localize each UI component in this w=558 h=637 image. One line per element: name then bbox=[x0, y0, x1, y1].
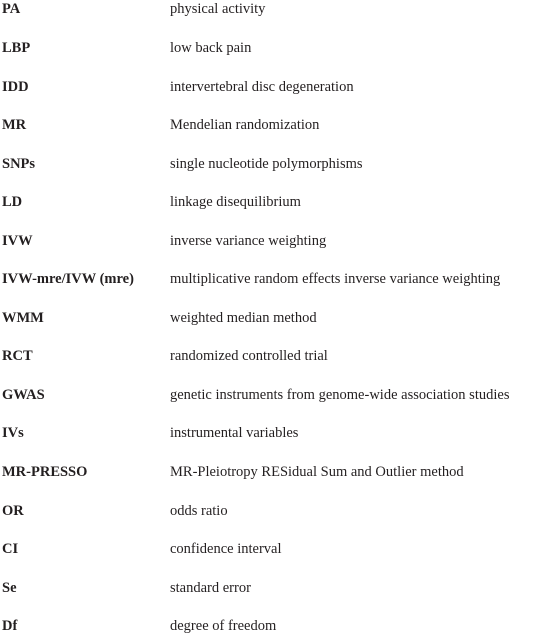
abbreviation-term: LBP bbox=[2, 40, 31, 56]
abbreviation-definition: odds ratio bbox=[170, 503, 228, 519]
abbreviation-term: CI bbox=[2, 541, 19, 557]
abbreviation-row bbox=[0, 385, 558, 405]
abbreviation-term: IVW bbox=[2, 233, 33, 249]
abbreviation-definition: confidence interval bbox=[170, 541, 282, 557]
abbreviation-term: SNPs bbox=[2, 156, 36, 172]
abbreviation-term: MR bbox=[2, 117, 27, 133]
abbreviation-term: PA bbox=[2, 1, 21, 17]
abbreviation-term: MR-PRESSO bbox=[2, 464, 88, 480]
abbreviation-row bbox=[0, 192, 558, 212]
abbreviation-row bbox=[0, 231, 558, 251]
abbreviation-term: IVW-mre/IVW (mre) bbox=[2, 271, 134, 287]
abbreviation-term: Se bbox=[2, 580, 17, 596]
abbreviation-definition: Mendelian randomization bbox=[170, 117, 320, 133]
abbreviation-row bbox=[0, 423, 558, 443]
abbreviation-term: IVs bbox=[2, 425, 24, 441]
abbreviation-row bbox=[0, 38, 558, 58]
abbreviation-definition: inverse variance weighting bbox=[170, 233, 327, 249]
abbreviation-definition: intervertebral disc degeneration bbox=[170, 79, 354, 95]
abbreviation-term: RCT bbox=[2, 348, 33, 364]
abbreviation-term: IDD bbox=[2, 79, 29, 95]
abbreviation-term: LD bbox=[2, 194, 23, 210]
abbreviation-row bbox=[0, 501, 558, 521]
abbreviation-row bbox=[0, 154, 558, 174]
abbreviation-row bbox=[0, 462, 558, 482]
abbreviation-term: OR bbox=[2, 503, 24, 519]
abbreviation-row bbox=[0, 0, 558, 19]
abbreviation-definition: instrumental variables bbox=[170, 425, 299, 441]
abbreviation-definition: genetic instruments from genome-wide association studies bbox=[170, 387, 510, 403]
abbreviation-row bbox=[0, 616, 558, 636]
abbreviation-definition: multiplicative random effects inverse variance weighting bbox=[170, 271, 501, 287]
abbreviation-definition: weighted median method bbox=[170, 310, 317, 326]
abbreviation-definition: standard error bbox=[170, 580, 251, 596]
abbreviation-row bbox=[0, 308, 558, 328]
abbreviation-definition: linkage disequilibrium bbox=[170, 194, 301, 210]
abbreviation-definition: randomized controlled trial bbox=[170, 348, 328, 364]
abbreviation-definition: physical activity bbox=[170, 1, 266, 17]
abbreviation-definition: low back pain bbox=[170, 40, 252, 56]
abbreviation-definition: MR-Pleiotropy RESidual Sum and Outlier method bbox=[170, 464, 464, 480]
abbreviation-row bbox=[0, 269, 558, 289]
abbreviation-term: GWAS bbox=[2, 387, 45, 403]
abbreviation-term: Df bbox=[2, 618, 18, 634]
abbreviation-definition: single nucleotide polymorphisms bbox=[170, 156, 363, 172]
abbreviation-row bbox=[0, 77, 558, 97]
abbreviation-term: WMM bbox=[2, 310, 44, 326]
abbreviation-row bbox=[0, 578, 558, 598]
abbreviation-definition: degree of freedom bbox=[170, 618, 277, 634]
abbreviation-row bbox=[0, 539, 558, 559]
abbreviation-row bbox=[0, 346, 558, 366]
abbreviation-row bbox=[0, 115, 558, 135]
